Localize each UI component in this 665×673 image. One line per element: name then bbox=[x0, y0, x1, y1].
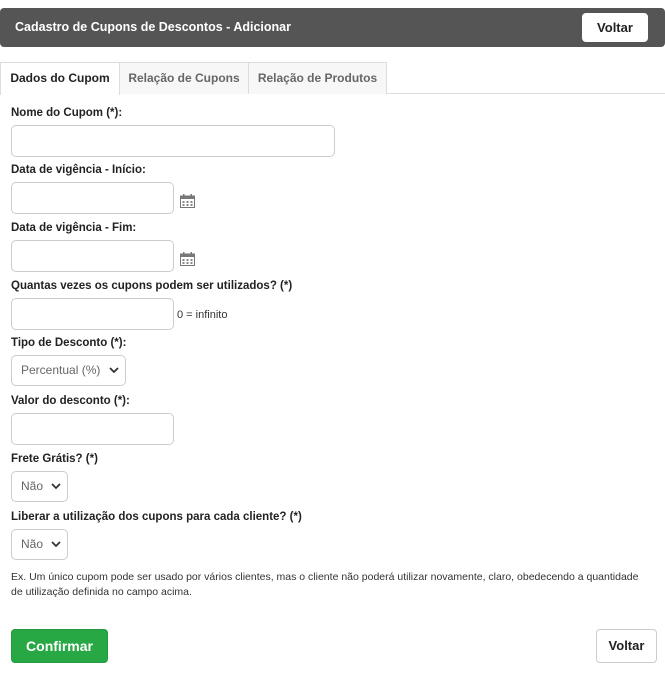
discount-type-select[interactable] bbox=[11, 355, 126, 386]
header-back-button[interactable]: Voltar bbox=[582, 13, 648, 42]
start-date-input[interactable] bbox=[11, 182, 174, 214]
per-client-value: Não bbox=[21, 537, 44, 551]
free-shipping-label: Frete Grátis? (*) bbox=[11, 453, 98, 465]
end-date-label: Data de vigência - Fim: bbox=[11, 222, 137, 234]
confirm-button[interactable]: Confirmar bbox=[11, 629, 108, 663]
free-shipping-value: Não bbox=[21, 479, 44, 493]
coupon-name-label: Nome do Cupom (*): bbox=[11, 107, 123, 119]
page-title: Cadastro de Cupons de Descontos - Adicionar bbox=[15, 20, 291, 34]
end-date-input[interactable] bbox=[11, 240, 174, 272]
chevron-down-icon bbox=[51, 540, 61, 548]
coupon-name-input[interactable] bbox=[11, 125, 335, 157]
discount-value-label: Valor do desconto (*): bbox=[11, 395, 130, 407]
discount-type-value: Percentual (%) bbox=[21, 363, 101, 377]
free-shipping-select[interactable] bbox=[11, 471, 68, 502]
uses-input[interactable] bbox=[11, 298, 174, 330]
per-client-select[interactable] bbox=[11, 529, 68, 560]
discount-value-input[interactable] bbox=[11, 413, 174, 445]
calendar-icon[interactable] bbox=[180, 194, 195, 208]
start-date-label: Data de vigência - Início: bbox=[11, 164, 146, 176]
per-client-label: Liberar a utilização dos cupons para cada cliente? (*) bbox=[11, 511, 302, 523]
uses-label: Quantas vezes os cupons podem ser utilizados? (*) bbox=[11, 280, 293, 292]
discount-type-label: Tipo de Desconto (*): bbox=[11, 337, 127, 349]
usage-note: Ex. Um único cupom pode ser usado por vários clientes, mas o cliente não poderá utilizar novamente, claro, obedecendo a quantidade de utilização definida no campo acima. bbox=[11, 571, 639, 598]
uses-hint: 0 = infinito bbox=[177, 309, 228, 321]
chevron-down-icon bbox=[51, 482, 61, 490]
tab-relacao-de-cupons[interactable]: Relação de Cupons bbox=[119, 62, 249, 94]
tab-dados-do-cupom[interactable]: Dados do Cupom bbox=[0, 62, 120, 95]
tab-relacao-de-produtos[interactable]: Relação de Produtos bbox=[248, 62, 387, 94]
chevron-down-icon bbox=[109, 366, 119, 374]
calendar-icon[interactable] bbox=[180, 252, 195, 266]
footer-back-button[interactable]: Voltar bbox=[596, 629, 657, 663]
